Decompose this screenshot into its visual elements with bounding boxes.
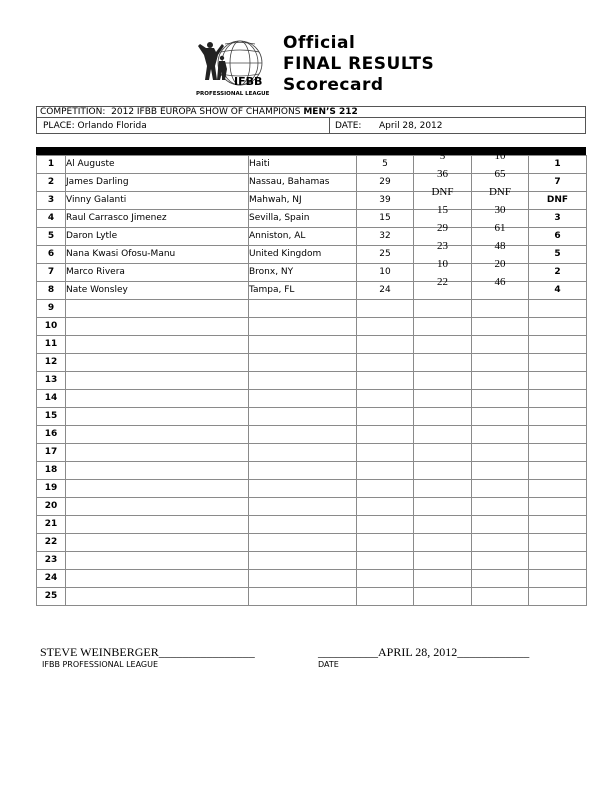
bodyweight-score: [357, 534, 414, 552]
place-date-row: [36, 117, 586, 134]
competitor-from: Sevilla, Spain: [249, 210, 357, 228]
competitor-number: 18: [37, 462, 66, 480]
competitor-from: [249, 408, 357, 426]
table-row: [37, 282, 587, 300]
round-1-score: [414, 570, 472, 588]
table-row: [37, 390, 587, 408]
competitor-name: Daron Lytle: [66, 228, 249, 246]
place-field: [43, 118, 147, 134]
round-1-score: [414, 552, 472, 570]
competitor-name: [66, 588, 249, 606]
round-1-score-value: DNF: [431, 186, 454, 198]
competitor-from: Anniston, AL: [249, 228, 357, 246]
final-placing: [529, 444, 587, 462]
bodyweight-score: 15: [357, 210, 414, 228]
competitor-from: Haiti: [249, 156, 357, 174]
round-2-score: [472, 534, 529, 552]
round-2-score: [472, 426, 529, 444]
competitor-number: 16: [37, 426, 66, 444]
table-row: [37, 300, 587, 318]
bodyweight-score: [357, 426, 414, 444]
round-2-score: [472, 552, 529, 570]
table-row: [37, 336, 587, 354]
bodyweight-score: 39: [357, 192, 414, 210]
round-2-score-value: 48: [494, 240, 506, 252]
round-1-score-value: 36: [437, 168, 448, 180]
table-row: [37, 480, 587, 498]
round-1-score: [414, 480, 472, 498]
competitor-number: 3: [37, 192, 66, 210]
competitor-name: Al Auguste: [66, 156, 249, 174]
title-line-2: FINAL RESULTS: [283, 54, 435, 74]
round-2-score: [472, 516, 529, 534]
final-placing: [529, 588, 587, 606]
round-2-score-value: 61: [494, 222, 506, 234]
competitor-from: [249, 570, 357, 588]
competitor-name: [66, 444, 249, 462]
round-2-score: [472, 318, 529, 336]
bodyweight-score: [357, 462, 414, 480]
competition-label: COMPETITION:: [40, 107, 106, 117]
final-placing: 3: [529, 210, 587, 228]
final-placing: 6: [529, 228, 587, 246]
competitor-number: 21: [37, 516, 66, 534]
bodyweight-score: 29: [357, 174, 414, 192]
competitor-name: [66, 498, 249, 516]
round-2-score-value: 20: [494, 258, 506, 270]
competitor-number: 8: [37, 282, 66, 300]
round-2-score-value: 30: [494, 204, 506, 216]
round-2-score: [472, 498, 529, 516]
competitor-from: Mahwah, NJ: [249, 192, 357, 210]
final-placing: 5: [529, 246, 587, 264]
round-1-score-value: 23: [437, 240, 448, 252]
round-1-score: [414, 372, 472, 390]
competitor-name: [66, 318, 249, 336]
bodyweight-score: [357, 372, 414, 390]
page-title: [283, 33, 434, 96]
competitor-number: 23: [37, 552, 66, 570]
final-placing: [529, 498, 587, 516]
place-value: Orlando Florida: [77, 121, 147, 131]
table-row: [37, 444, 587, 462]
competitor-from: [249, 444, 357, 462]
competitor-number: 7: [37, 264, 66, 282]
table-row: [37, 462, 587, 480]
competitor-from: [249, 462, 357, 480]
round-1-score-value: 5: [439, 150, 446, 162]
final-placing: [529, 480, 587, 498]
round-2-score: [472, 276, 529, 300]
final-placing: [529, 570, 587, 588]
round-1-score: [414, 516, 472, 534]
competitor-name: Vinny Galanti: [66, 192, 249, 210]
bodyweight-score: [357, 300, 414, 318]
competitor-from: Tampa, FL: [249, 282, 357, 300]
competitor-name: [66, 462, 249, 480]
competitor-number: 1: [37, 156, 66, 174]
round-2-score: [472, 336, 529, 354]
round-1-score: [414, 534, 472, 552]
table-row: [37, 354, 587, 372]
round-1-score: [414, 408, 472, 426]
round-1-score: [414, 318, 472, 336]
competitor-number: 12: [37, 354, 66, 372]
competitor-name: [66, 390, 249, 408]
round-2-score-value: 46: [494, 276, 506, 288]
bodyweight-score: [357, 480, 414, 498]
bodyweight-score: 5: [357, 156, 414, 174]
competitor-name: [66, 426, 249, 444]
final-placing: [529, 300, 587, 318]
division-label: MEN’S 212: [303, 107, 358, 117]
competitor-number: 20: [37, 498, 66, 516]
round-2-score-value: 10: [494, 150, 506, 162]
date-value: April 28, 2012: [379, 121, 443, 131]
competition-name: 2012 IFBB EUROPA SHOW OF CHAMPIONS: [111, 107, 301, 117]
place-label: PLACE:: [43, 121, 75, 131]
bodyweight-score: [357, 408, 414, 426]
final-placing: 4: [529, 282, 587, 300]
competitor-number: 14: [37, 390, 66, 408]
round-2-score: [472, 372, 529, 390]
round-1-score: [414, 426, 472, 444]
table-row: [37, 516, 587, 534]
competitor-from: [249, 426, 357, 444]
competitor-number: 6: [37, 246, 66, 264]
svg-text:IFBB: IFBB: [234, 75, 263, 88]
competitor-from: [249, 534, 357, 552]
competitor-name: [66, 480, 249, 498]
competitor-name: Nana Kwasi Ofosu-Manu: [66, 246, 249, 264]
competitor-name: Marco Rivera: [66, 264, 249, 282]
competitor-from: [249, 552, 357, 570]
round-1-score: [414, 498, 472, 516]
table-row: [37, 408, 587, 426]
round-1-score: [414, 336, 472, 354]
signature-org: IFBB PROFESSIONAL LEAGUE: [42, 660, 159, 669]
row-divider: [329, 118, 330, 134]
round-2-score-value: 65: [494, 168, 506, 180]
date-label: DATE:: [335, 121, 362, 131]
competitor-name: [66, 354, 249, 372]
round-1-score: [414, 276, 472, 300]
competitor-number: 10: [37, 318, 66, 336]
bodyweight-score: [357, 588, 414, 606]
bodyweight-score: [357, 354, 414, 372]
final-placing: [529, 372, 587, 390]
round-1-score: [414, 588, 472, 606]
competitor-from: [249, 498, 357, 516]
competitor-from: [249, 516, 357, 534]
bodybuilder-figures-icon: [198, 42, 227, 80]
final-placing: [529, 336, 587, 354]
competitor-from: [249, 318, 357, 336]
round-1-score-value: 10: [437, 258, 448, 270]
bodyweight-score: 24: [357, 282, 414, 300]
round-2-score: [472, 444, 529, 462]
competitor-name: [66, 516, 249, 534]
final-placing: [529, 516, 587, 534]
bodyweight-score: [357, 552, 414, 570]
final-placing: [529, 462, 587, 480]
title-line-1: Official: [283, 33, 356, 53]
table-row: [37, 552, 587, 570]
round-2-score: [472, 588, 529, 606]
table-row: [37, 570, 587, 588]
signature-date: __________APRIL 28, 2012____________: [318, 645, 530, 659]
round-1-score: [414, 444, 472, 462]
competitor-from: [249, 300, 357, 318]
round-2-score: [472, 462, 529, 480]
round-2-score: [472, 354, 529, 372]
competitor-number: 25: [37, 588, 66, 606]
final-placing: [529, 552, 587, 570]
competitor-name: [66, 300, 249, 318]
final-placing: [529, 534, 587, 552]
round-1-score-value: 15: [437, 204, 448, 216]
round-2-score: [472, 390, 529, 408]
round-1-score: [414, 354, 472, 372]
bodyweight-score: 10: [357, 264, 414, 282]
competitor-number: 22: [37, 534, 66, 552]
round-1-score: [414, 300, 472, 318]
competitor-from: [249, 354, 357, 372]
competitor-from: Bronx, NY: [249, 264, 357, 282]
round-2-score-value: DNF: [488, 186, 511, 198]
bodyweight-score: [357, 498, 414, 516]
competitor-number: 4: [37, 210, 66, 228]
bodyweight-score: [357, 318, 414, 336]
table-row: [37, 498, 587, 516]
competitor-number: 13: [37, 372, 66, 390]
final-placing: [529, 318, 587, 336]
results-table: [36, 150, 587, 606]
signature-date-label: DATE: [318, 660, 339, 669]
bodyweight-score: [357, 390, 414, 408]
round-2-score: [472, 570, 529, 588]
final-placing: 2: [529, 264, 587, 282]
round-1-score: [414, 462, 472, 480]
competitor-name: Raul Carrasco Jimenez: [66, 210, 249, 228]
table-row: [37, 534, 587, 552]
title-line-3: Scorecard: [283, 75, 384, 95]
bodyweight-score: [357, 336, 414, 354]
competitor-name: Nate Wonsley: [66, 282, 249, 300]
competitor-from: [249, 336, 357, 354]
competitor-from: United Kingdom: [249, 246, 357, 264]
competitor-from: [249, 390, 357, 408]
competitor-name: [66, 336, 249, 354]
competitor-from: [249, 372, 357, 390]
round-1-score: [414, 390, 472, 408]
competitor-name: [66, 534, 249, 552]
final-placing: [529, 426, 587, 444]
competitor-number: 2: [37, 174, 66, 192]
competitor-number: 9: [37, 300, 66, 318]
round-2-score: [472, 408, 529, 426]
svg-text:PROFESSIONAL LEAGUE: PROFESSIONAL LEAGUE: [196, 91, 270, 97]
table-row: [37, 588, 587, 606]
bodyweight-score: [357, 570, 414, 588]
bodyweight-score: [357, 516, 414, 534]
competitor-number: 19: [37, 480, 66, 498]
round-1-score-value: 29: [437, 222, 448, 234]
final-placing: DNF: [529, 192, 587, 210]
round-2-score: [472, 480, 529, 498]
competitor-name: [66, 372, 249, 390]
competitor-name: [66, 570, 249, 588]
competitor-from: [249, 480, 357, 498]
judge-signature: STEVE WEINBERGER________________: [40, 645, 255, 659]
competitor-number: 11: [37, 336, 66, 354]
competitor-from: Nassau, Bahamas: [249, 174, 357, 192]
bodyweight-score: 32: [357, 228, 414, 246]
round-2-score: [472, 300, 529, 318]
round-1-score-value: 22: [437, 276, 448, 288]
final-placing: 7: [529, 174, 587, 192]
table-row: [37, 318, 587, 336]
final-placing: [529, 390, 587, 408]
final-placing: 1: [529, 156, 587, 174]
competitor-number: 5: [37, 228, 66, 246]
competitor-number: 17: [37, 444, 66, 462]
competitor-number: 15: [37, 408, 66, 426]
competitor-name: James Darling: [66, 174, 249, 192]
competitor-from: [249, 588, 357, 606]
competitor-number: 24: [37, 570, 66, 588]
competitor-name: [66, 552, 249, 570]
table-row: [37, 426, 587, 444]
bodyweight-score: 25: [357, 246, 414, 264]
competitor-name: [66, 408, 249, 426]
table-row: [37, 372, 587, 390]
final-placing: [529, 408, 587, 426]
bodyweight-score: [357, 444, 414, 462]
final-placing: [529, 354, 587, 372]
ifbb-logo: [194, 36, 278, 98]
